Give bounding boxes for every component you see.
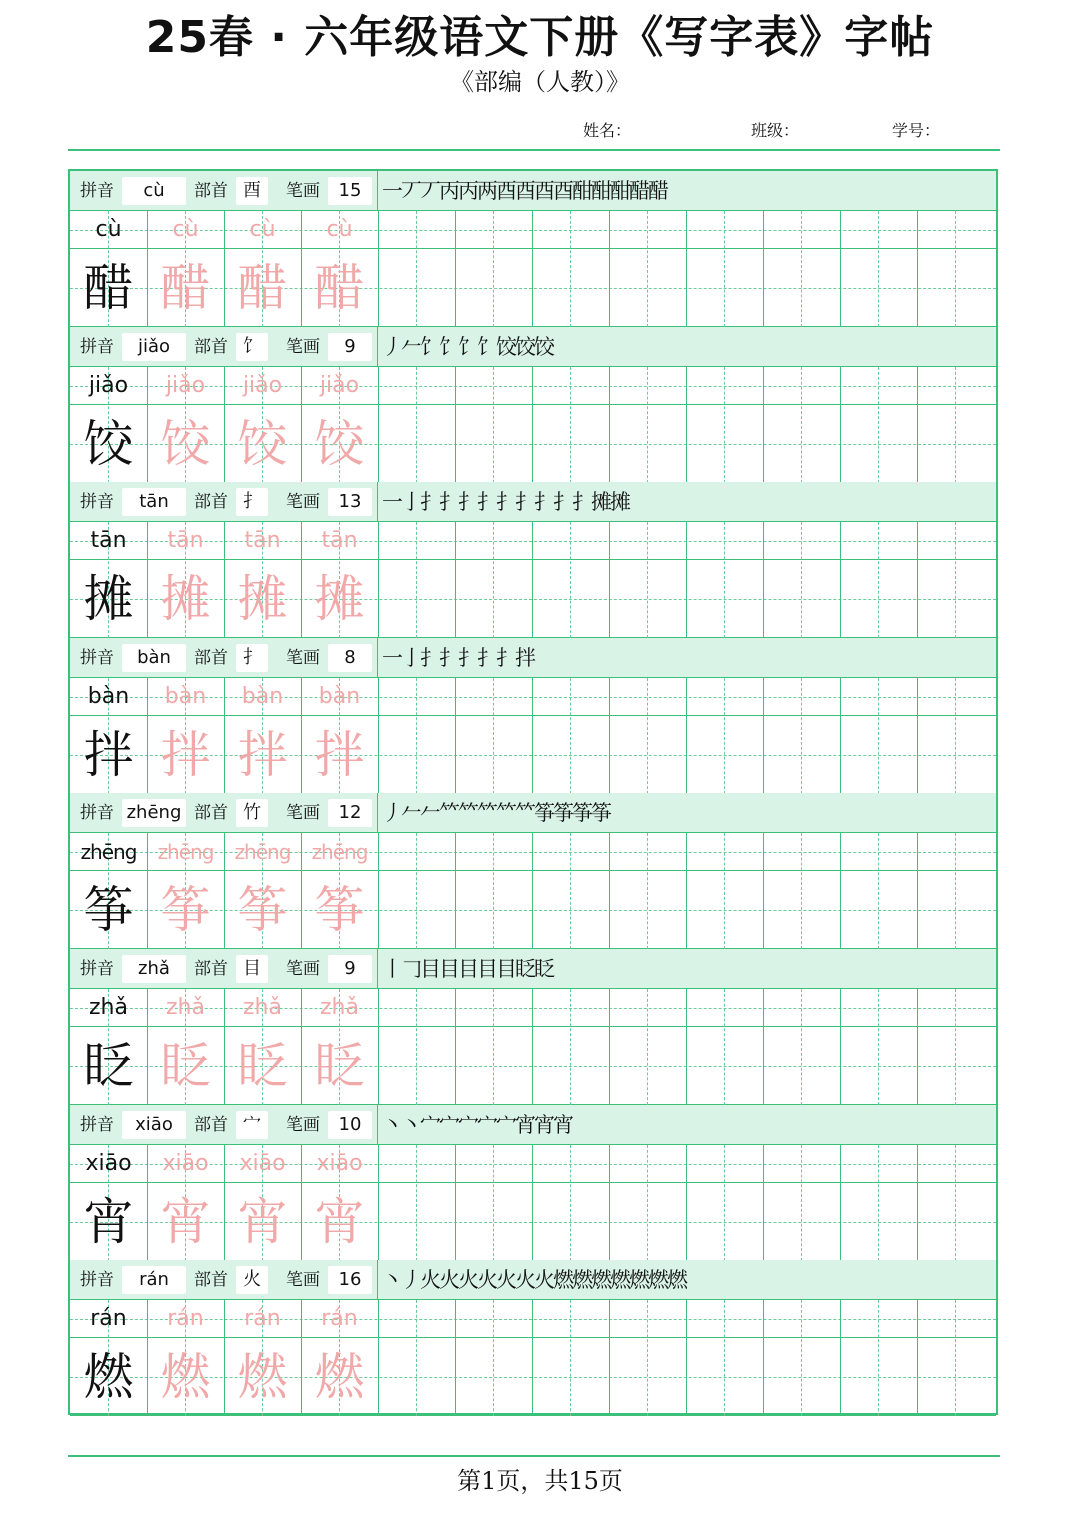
pinyin-value: bàn (122, 644, 186, 672)
stroke-count-value: 9 (328, 333, 372, 361)
character-trace: 燃 (160, 1348, 211, 1407)
stroke-order: 丶丿火火火火火火火燃燃燃燃燃燃燃 (382, 1268, 686, 1293)
stroke-count-label: 笔画 (286, 803, 320, 824)
character-model: 燃 (83, 1348, 134, 1407)
pinyin-model: tān (90, 528, 127, 554)
pinyin-trace: rán (167, 1306, 204, 1332)
stroke-count-label: 笔画 (286, 647, 320, 668)
pinyin-trace: tān (321, 528, 358, 554)
stroke-order: 一亅扌扌扌扌扌扌扌扌扌摊摊 (382, 490, 629, 515)
radical-value: 饣 (236, 333, 268, 361)
character-model: 宵 (83, 1192, 134, 1251)
header-rule (68, 149, 1000, 151)
character-model: 饺 (83, 414, 134, 473)
character-trace: 眨 (237, 1037, 288, 1095)
pinyin-value: zhēng (122, 799, 186, 827)
pinyin-label: 拼音 (80, 647, 114, 668)
character-model: 拌 (83, 725, 134, 784)
stroke-count-label: 笔画 (286, 181, 320, 201)
pinyin-trace: xiāo (239, 1150, 286, 1176)
radical-label: 部首 (194, 803, 228, 824)
practice-grid (68, 169, 998, 1415)
character-block (70, 171, 996, 327)
character-model: 醋 (83, 259, 134, 317)
radical-label: 部首 (194, 1270, 228, 1291)
pinyin-trace: cù (172, 217, 199, 242)
pinyin-value: zhǎ (122, 955, 186, 983)
radical-value: 酉 (236, 177, 268, 205)
stroke-count-value: 16 (328, 1266, 372, 1294)
character-trace: 宵 (160, 1192, 211, 1251)
character-header (70, 482, 996, 522)
stroke-count-value: 13 (328, 488, 372, 516)
pinyin-model: jiǎo (88, 372, 129, 398)
pinyin-model: xiāo (85, 1150, 132, 1176)
character-trace: 摊 (237, 570, 288, 629)
stroke-count-label: 笔画 (286, 959, 320, 979)
footer-rule (68, 1455, 1000, 1457)
radical-value: 扌 (236, 644, 268, 672)
character-header (70, 793, 996, 833)
pinyin-trace: zhǎ (320, 995, 359, 1020)
page-footer: 第1页，共15页 (457, 1467, 623, 1495)
stroke-count-label: 笔画 (286, 1270, 320, 1291)
character-block (70, 482, 996, 638)
character-header (70, 327, 996, 367)
pinyin-label: 拼音 (80, 959, 114, 979)
pinyin-model: rán (90, 1306, 127, 1332)
character-block (70, 949, 996, 1105)
page-title: 25春 · 六年级语文下册《写字表》字帖 (145, 12, 935, 63)
pinyin-trace: jiǎo (165, 372, 206, 398)
character-block (70, 327, 996, 483)
page-subtitle: 《部编（人教）》 (450, 68, 630, 96)
radical-value: 目 (236, 955, 268, 983)
pinyin-trace: zhǎ (243, 995, 282, 1020)
pinyin-value: cù (122, 177, 186, 205)
radical-value: 扌 (236, 488, 268, 516)
character-trace: 摊 (160, 570, 211, 629)
pinyin-value: rán (122, 1266, 186, 1294)
stroke-count-value: 10 (328, 1111, 372, 1139)
character-trace: 筝 (237, 881, 288, 940)
character-trace: 饺 (160, 414, 211, 473)
pinyin-trace: jiǎo (319, 372, 360, 398)
radical-label: 部首 (194, 959, 228, 979)
character-header (70, 638, 996, 678)
pinyin-label: 拼音 (80, 181, 114, 201)
radical-label: 部首 (194, 647, 228, 668)
character-header (70, 171, 996, 211)
pinyin-trace: tān (244, 528, 281, 554)
pinyin-trace: bàn (318, 683, 361, 709)
radical-label: 部首 (194, 181, 228, 201)
character-trace: 燃 (237, 1348, 288, 1407)
character-trace: 眨 (160, 1037, 211, 1095)
stroke-count-label: 笔画 (286, 492, 320, 513)
character-model: 筝 (83, 881, 134, 940)
stroke-order: 丿𠂉𠂉𥫗𥫗𥫗𥫗𥫗筝筝筝筝 (382, 801, 610, 826)
radical-label: 部首 (194, 1114, 228, 1135)
pinyin-value: tān (122, 488, 186, 516)
character-model: 眨 (83, 1037, 134, 1095)
character-header (70, 1260, 996, 1300)
character-block (70, 793, 996, 949)
class-field-label: 班级： (751, 121, 800, 140)
radical-value: 竹 (236, 799, 268, 827)
stroke-count-label: 笔画 (286, 1114, 320, 1135)
character-model: 摊 (83, 570, 134, 629)
stroke-count-value: 12 (328, 799, 372, 827)
character-trace: 醋 (314, 259, 365, 317)
character-trace: 拌 (314, 725, 365, 784)
pinyin-label: 拼音 (80, 336, 114, 357)
number-field-label: 学号： (892, 121, 941, 140)
pinyin-value: xiāo (122, 1111, 186, 1139)
character-block (70, 1260, 996, 1416)
pinyin-trace: xiāo (316, 1150, 363, 1176)
radical-value: 宀 (236, 1111, 268, 1139)
character-trace: 宵 (314, 1192, 365, 1251)
pinyin-trace: rán (244, 1306, 281, 1332)
pinyin-trace: zhǎ (166, 995, 205, 1020)
stroke-count-value: 9 (328, 955, 372, 983)
stroke-order: 丶丶宀宀宀宀宀宵宵宵 (382, 1112, 572, 1137)
character-trace: 拌 (237, 725, 288, 784)
radical-value: 火 (236, 1266, 268, 1294)
pinyin-model: bàn (87, 683, 130, 709)
pinyin-trace: zhēng (157, 840, 214, 865)
character-trace: 燃 (314, 1348, 365, 1407)
character-trace: 眨 (314, 1037, 365, 1095)
pinyin-model: cù (95, 217, 122, 242)
character-trace: 饺 (237, 414, 288, 473)
stroke-count-value: 8 (328, 644, 372, 672)
character-header (70, 1105, 996, 1145)
character-trace: 摊 (314, 570, 365, 629)
stroke-order: 一丆丆丙丙两酉酉酉酉酣酣酣醋醋 (382, 179, 667, 203)
pinyin-label: 拼音 (80, 1114, 114, 1135)
name-field-label: 姓名： (583, 121, 632, 140)
stroke-order: 丨𠃌目目目目目眨眨 (382, 957, 553, 981)
character-header (70, 949, 996, 989)
pinyin-trace: bàn (241, 683, 284, 709)
pinyin-model: zhǎ (89, 995, 128, 1020)
character-block (70, 638, 996, 794)
pinyin-trace: cù (326, 217, 353, 242)
stroke-count-value: 15 (328, 177, 372, 205)
stroke-order: 一亅扌扌扌扌扌拌 (382, 645, 534, 670)
character-trace: 醋 (237, 259, 288, 317)
character-block (70, 1105, 996, 1261)
pinyin-trace: xiāo (162, 1150, 209, 1176)
pinyin-trace: zhēng (311, 840, 368, 865)
pinyin-label: 拼音 (80, 803, 114, 824)
character-trace: 宵 (237, 1192, 288, 1251)
pinyin-model: zhēng (80, 840, 137, 865)
stroke-count-label: 笔画 (286, 336, 320, 357)
pinyin-trace: zhēng (234, 840, 291, 865)
pinyin-label: 拼音 (80, 492, 114, 513)
pinyin-value: jiǎo (122, 333, 186, 361)
radical-label: 部首 (194, 336, 228, 357)
character-trace: 筝 (314, 881, 365, 940)
character-trace: 筝 (160, 881, 211, 940)
pinyin-trace: tān (167, 528, 204, 554)
character-trace: 醋 (160, 259, 211, 317)
character-trace: 饺 (314, 414, 365, 473)
radical-label: 部首 (194, 492, 228, 513)
pinyin-trace: rán (321, 1306, 358, 1332)
pinyin-trace: jiǎo (242, 372, 283, 398)
stroke-order: 丿𠂉饣饣饣饣饺饺饺 (382, 334, 553, 359)
pinyin-trace: bàn (164, 683, 207, 709)
pinyin-label: 拼音 (80, 1270, 114, 1291)
pinyin-trace: cù (249, 217, 276, 242)
character-trace: 拌 (160, 725, 211, 784)
